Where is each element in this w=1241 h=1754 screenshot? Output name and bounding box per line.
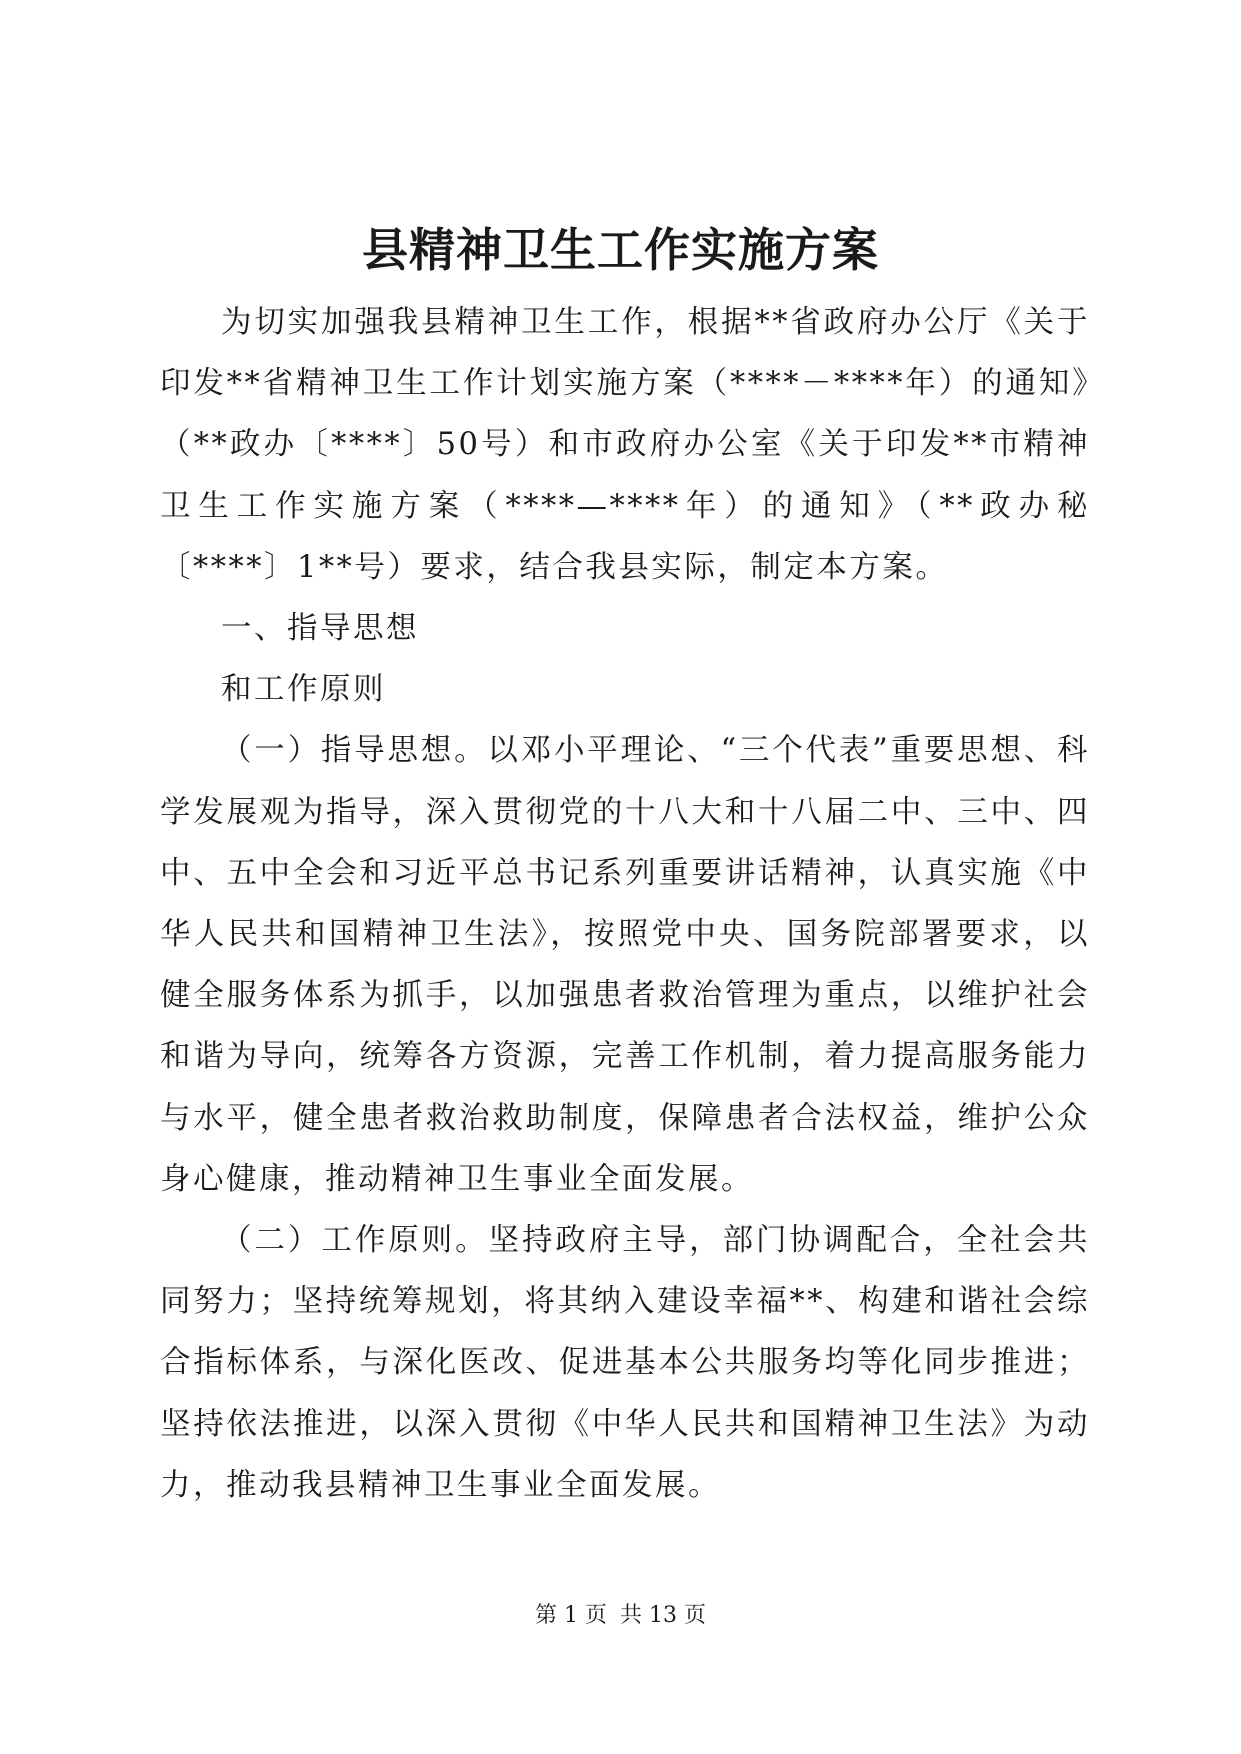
- work-principles-paragraph: （二）工作原则。坚持政府主导，部门协调配合，全社会共同努力；坚持统筹规划，将其纳入建设幸福**、构建和谐社会综合指标体系，与深化医改、促进基本公共服务均等化同步推进；坚持依法推进，以深入贯彻《中华人民共和国精神卫生法》为动力，推动我县精神卫生事业全面发展。: [160, 1223, 1090, 1503]
- section-heading-continuation: 和工作原则: [221, 672, 386, 708]
- document-body: [160, 292, 1090, 1516]
- intro-paragraph: 为切实加强我县精神卫生工作，根据**省政府办公厅《关于印发**省精神卫生工作计划实施方案（****－****年）的通知》（**政办〔****〕50号）和市政府办公室《关于印发**市精神卫生工作实施方案（****—****年）的通知》（**政办秘〔****〕1**号）要求，结合我县实际，制定本方案。: [160, 305, 1090, 585]
- document-title: 县精神卫生工作实施方案: [362, 223, 879, 277]
- page-number: 第 1 页: [535, 1603, 607, 1628]
- page-footer: [0, 1602, 1241, 1630]
- page-total: 共 13 页: [620, 1603, 706, 1628]
- guiding-thought-paragraph: （一）指导思想。以邓小平理论、“三个代表”重要思想、科学发展观为指导，深入贯彻党的十八大和十八届二中、三中、四中、五中全会和习近平总书记系列重要讲话精神，认真实施《中华人民共和国精神卫生法》，按照党中央、国务院部署要求，以健全服务体系为抓手，以加强患者救治管理为重点，以维护社会和谐为导向，统筹各方资源，完善工作机制，着力提高服务能力与水平，健全患者救治救助制度，保障患者合法权益，维护公众身心健康，推动精神卫生事业全面发展。: [160, 733, 1090, 1197]
- section-heading-guiding-thought: 一、指导思想: [221, 611, 419, 647]
